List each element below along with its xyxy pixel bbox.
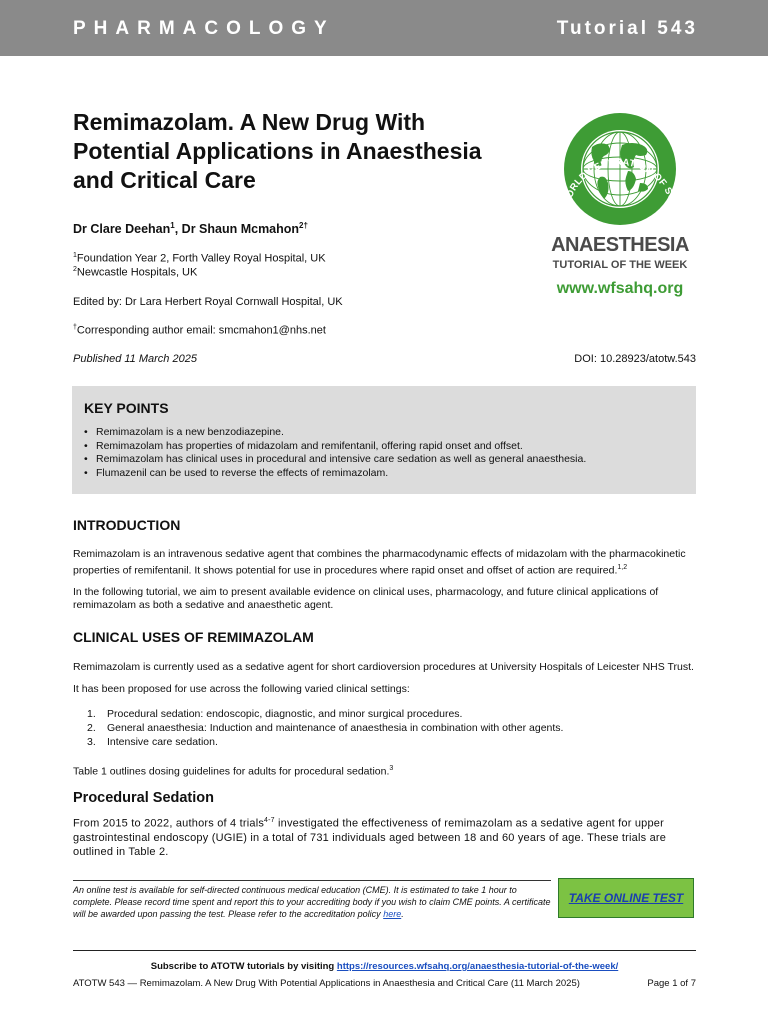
author-2-sup: 2†: [299, 221, 308, 230]
list-item: [73, 707, 563, 721]
header-banner: [0, 0, 768, 56]
logo-url: www.wfsahq.org: [556, 280, 684, 297]
procedural-text-a: From 2015 to 2022, authors of 4 trials: [73, 817, 265, 830]
author-2: Dr Shaun Mcmahon: [181, 222, 300, 237]
procedural-text-b: investigated the effectiveness of remimazolam as a sedative agent for upper gastrointestinal endoscopy (UGIE) in a total of 731 individuals aged between 18 and 60 years of age. These trials are outlined in Table 2.: [73, 817, 667, 858]
corresponding-sup: †: [73, 324, 77, 331]
take-online-test-button[interactable]: TAKE ONLINE TEST: [558, 878, 694, 918]
list-item: [73, 721, 563, 735]
footer-citation: ATOTW 543 — Remimazolam. A New Drug With Potential Applications in Anaesthesia and Critical Care (11 March 2025): [73, 978, 580, 989]
footer-divider: [73, 950, 696, 951]
section-label: PHARMACOLOGY: [73, 18, 335, 39]
logo-anaesthesia: ANAESTHESIA: [551, 234, 689, 256]
affiliation-1-text: Foundation Year 2, Forth Valley Royal Hospital, UK: [76, 252, 326, 265]
list-number: 2.: [87, 722, 96, 734]
cme-end: .: [401, 909, 404, 919]
list-number: 3.: [87, 736, 96, 748]
key-points-box: [72, 386, 696, 494]
introduction-heading: INTRODUCTION: [73, 517, 181, 533]
corresponding-author: [73, 324, 326, 337]
affiliation-1-sup: 1: [73, 252, 77, 259]
logo-tutorial-of-the-week: TUTORIAL OF THE WEEK: [552, 259, 688, 271]
authors: [73, 221, 308, 236]
affiliation-2-text: Newcastle Hospitals, UK: [76, 266, 198, 279]
wfsa-logo: [540, 107, 700, 307]
subscribe-text: Subscribe to ATOTW tutorials by visiting: [150, 961, 337, 972]
clinical-paragraph-3: [73, 762, 698, 779]
accreditation-policy-link[interactable]: here: [383, 909, 402, 919]
affiliation-1: [73, 252, 326, 265]
list-number: 1.: [87, 708, 96, 720]
list-text: Intensive care sedation.: [107, 736, 218, 748]
list-text: Procedural sedation: endoscopic, diagnostic, and minor surgical procedures.: [107, 708, 463, 720]
logo-ring-text: WORLD FEDERATION OF SOCIETIE TS: [560, 156, 681, 232]
clinical-paragraph-2: It has been proposed for use across the following varied clinical settings:: [73, 683, 410, 695]
affiliation-2-sup: 2: [73, 266, 77, 273]
tutorial-number: Tutorial 543: [556, 18, 698, 39]
procedural-sup: 4-7: [264, 817, 275, 824]
clinical-p3-text: Table 1 outlines dosing guidelines for adults for procedural sedation.: [73, 765, 390, 778]
page-number: Page 1 of 7: [647, 978, 696, 989]
published-date: Published 11 March 2025: [73, 353, 197, 365]
list-text: General anaesthesia: Induction and maintenance of anaesthesia in combination with other agents.: [107, 722, 564, 734]
key-points-heading: KEY POINTS: [84, 400, 169, 416]
clinical-settings-list: [73, 707, 563, 749]
list-item: • Remimazolam is a new benzodiazepine.: [84, 426, 586, 440]
edited-by: Edited by: Dr Lara Herbert Royal Cornwall Hospital, UK: [73, 296, 343, 308]
article-title: Remimazolam. A New Drug With Potential Applications in Anaesthesia and Critical Care: [73, 109, 482, 193]
subscribe-link[interactable]: https://resources.wfsahq.org/anaesthesia-tutorial-of-the-week/: [336, 961, 619, 972]
list-item: • Flumazenil can be used to reverse the effects of remimazolam.: [84, 467, 586, 481]
clinical-uses-heading: CLINICAL USES OF REMIMAZOLAM: [73, 629, 314, 645]
author-separator: ,: [174, 222, 182, 237]
intro-paragraph-1: [73, 548, 698, 578]
clinical-p3-sup: 3: [389, 765, 394, 772]
intro-p1-text: Remimazolam is an intravenous sedative agent that combines the pharmacodynamic effects of midazolam with the pharmacokinetic properties of remifentanil. It shows potential for use in procedures where rapid onset and offset of action are required.: [73, 548, 686, 577]
list-item: • Remimazolam has properties of midazolam and remifentanil, offering rapid onset and offset.: [84, 440, 586, 454]
key-points-list: [84, 426, 586, 480]
intro-paragraph-2: In the following tutorial, we aim to present available evidence on clinical uses, pharmacology, and future clinical applications of remimazolam as both a sedative and anaesthetic agent.: [73, 586, 659, 611]
clinical-paragraph-1: Remimazolam is currently used as a sedative agent for short cardioversion procedures at University Hospitals of Leicester NHS Trust.: [73, 661, 694, 673]
globe-emblem-icon: [540, 107, 700, 232]
procedural-sedation-heading: Procedural Sedation: [73, 790, 215, 806]
doi: DOI: 10.28923/atotw.543: [574, 353, 696, 365]
corresponding-text: Corresponding author email: smcmahon1@nhs.net: [76, 324, 326, 337]
intro-p1-sup: 1,2: [617, 564, 628, 571]
subscribe-line: [73, 961, 696, 972]
cme-text: An online test is available for self-directed continuous medical education (CME). It is estimated to take 1 hour to complete. Please record time spent and report this to your accrediting body if you wish to claim CME points. A certificate will be awarded upon passing the test. Please refer to the accreditation policy: [73, 885, 551, 919]
author-1-sup: 1: [170, 221, 175, 230]
list-item: • Remimazolam has clinical uses in procedural and intensive care sedation as well as general anaesthesia.: [84, 453, 586, 467]
author-1: Dr Clare Deehan: [73, 222, 171, 237]
list-item: [73, 735, 563, 749]
procedural-paragraph: [73, 814, 698, 859]
cme-notice: [73, 880, 551, 920]
affiliation-2: [73, 266, 197, 279]
